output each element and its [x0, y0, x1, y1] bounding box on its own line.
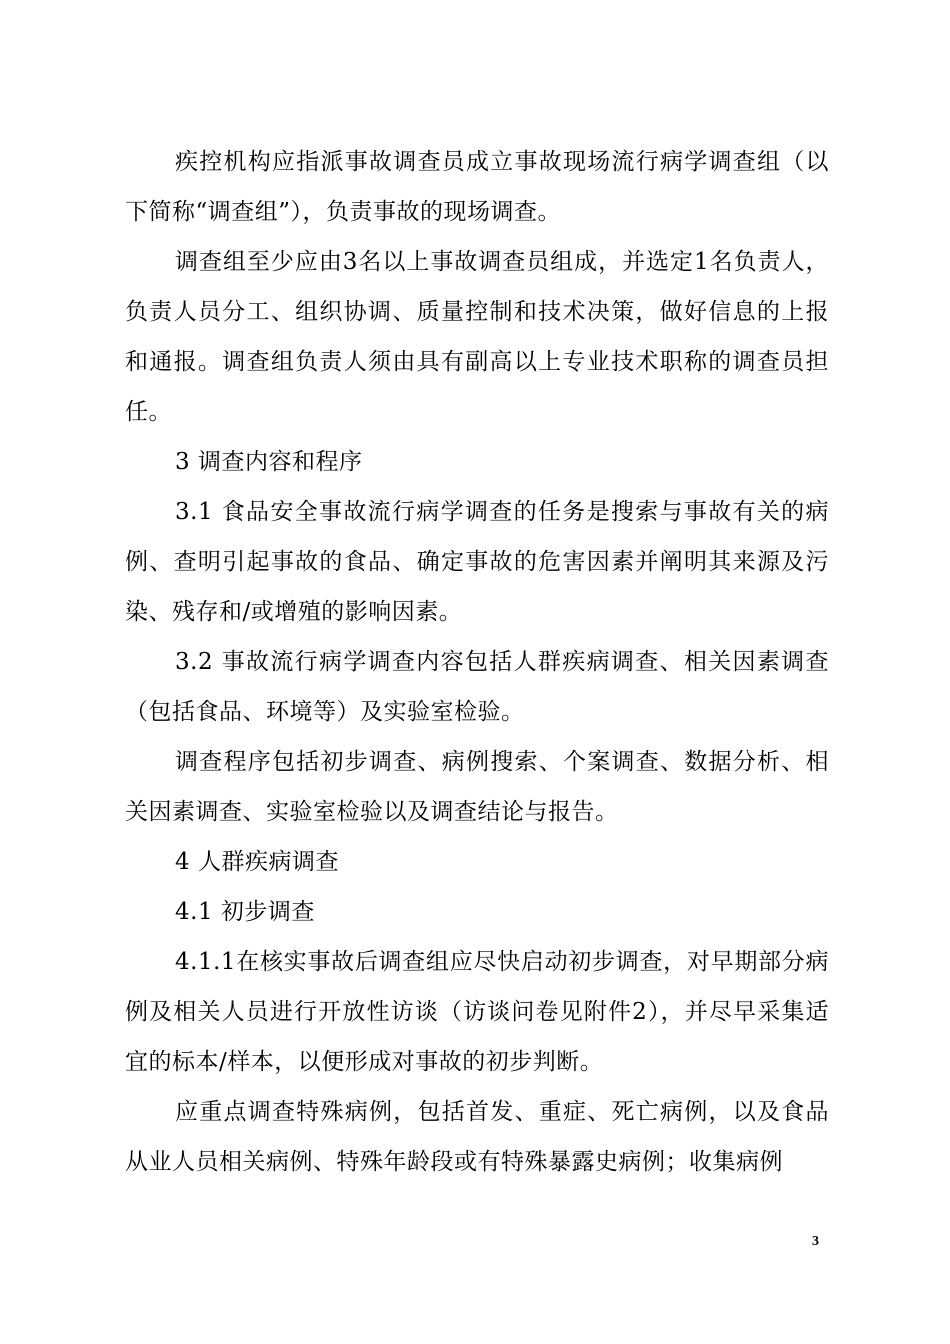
- document-body: [125, 137, 829, 1187]
- section-heading-3: 3 调查内容和程序: [175, 449, 363, 475]
- paragraph-special-cases: 应重点调查特殊病例，包括首发、重症、死亡病例，以及食品从业人员相关病例、特殊年龄段或有特殊暴露史病例；收集病例: [125, 1099, 829, 1175]
- paragraph-3-1: 3.1 食品安全事故流行病学调查的任务是搜索与事故有关的病例、查明引起事故的食品、确定事故的危害因素并阐明其来源及污染、残存和/或增殖的影响因素。: [125, 499, 829, 625]
- paragraph-3-2: 3.2 事故流行病学调查内容包括人群疾病调查、相关因素调查（包括食品、环境等）及实验室检验。: [125, 649, 829, 725]
- page-number: 3: [812, 1234, 819, 1249]
- paragraph-investigation-team: 疾控机构应指派事故调查员成立事故现场流行病学调查组（以下简称“调查组”），负责事故的现场调查。: [125, 149, 829, 225]
- section-heading-4: 4 人群疾病调查: [175, 849, 339, 875]
- paragraph-4-1-1: 4.1.1在核实事故后调查组应尽快启动初步调查，对早期部分病例及相关人员进行开放性访谈（访谈问卷见附件2），并尽早采集适宜的标本/样本，以便形成对事故的初步判断。: [125, 949, 829, 1075]
- subsection-heading-4-1: 4.1 初步调查: [175, 899, 315, 925]
- paragraph-team-composition: 调查组至少应由3名以上事故调查员组成，并选定1名负责人，负责人员分工、组织协调、质量控制和技术决策，做好信息的上报和通报。调查组负责人须由具有副高以上专业技术职称的调查员担任。: [125, 249, 829, 425]
- paragraph-procedure: 调查程序包括初步调查、病例搜索、个案调查、数据分析、相关因素调查、实验室检验以及调查结论与报告。: [125, 749, 829, 825]
